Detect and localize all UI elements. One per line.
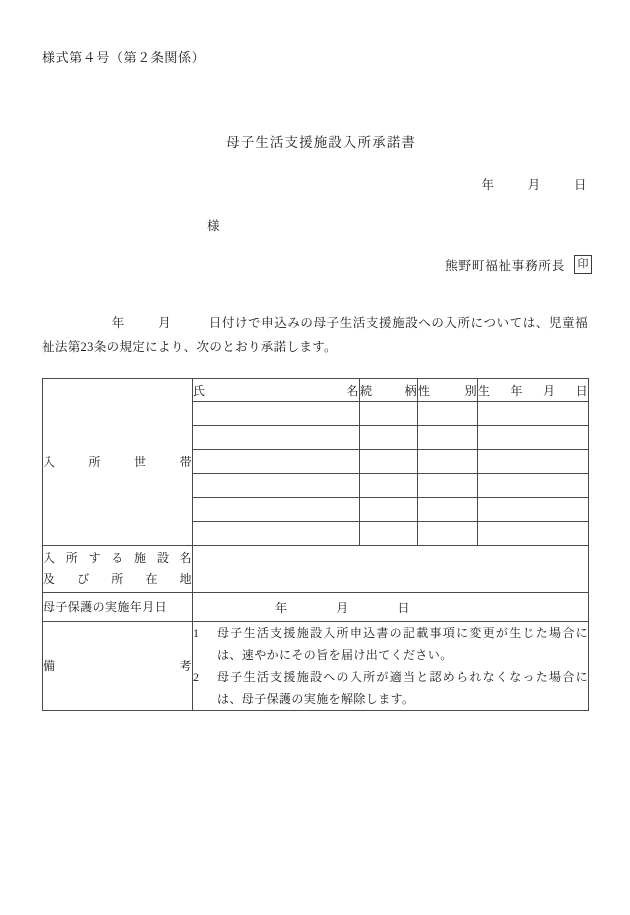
column-header-sex bbox=[418, 379, 478, 402]
issue-date-year: 年 bbox=[481, 178, 495, 192]
cell-name[interactable] bbox=[193, 522, 360, 546]
remark-text-2: 母子生活支援施設への入所が適当と認められなくなった場合には、母子保護の実施を解除します。 bbox=[217, 670, 588, 706]
issue-date-day: 日 bbox=[573, 178, 587, 192]
facility-row bbox=[43, 546, 589, 593]
column-header-birthdate-text: 生年月日 bbox=[478, 383, 588, 398]
household-label: 入所世帯 bbox=[43, 454, 192, 469]
body-paragraph bbox=[42, 311, 588, 359]
issue-date-line bbox=[481, 175, 587, 193]
cell-name[interactable] bbox=[193, 498, 360, 522]
facility-value-cell[interactable] bbox=[193, 546, 589, 593]
cell-relation[interactable] bbox=[360, 498, 418, 522]
implementation-day: 日 bbox=[397, 600, 410, 615]
form-number: 様式第４号（第２条関係） bbox=[42, 50, 206, 65]
list-item bbox=[193, 666, 588, 710]
column-header-name bbox=[193, 379, 360, 402]
page-title bbox=[0, 131, 630, 151]
addressee-honorific: 様 bbox=[207, 219, 221, 233]
remarks-row bbox=[43, 622, 589, 711]
cell-name[interactable] bbox=[193, 450, 360, 474]
facility-label-line2: 及び所在地 bbox=[43, 572, 192, 586]
cell-relation[interactable] bbox=[360, 474, 418, 498]
implementation-year: 年 bbox=[275, 600, 288, 615]
implementation-date-row bbox=[43, 593, 589, 622]
remark-number-1: 1 bbox=[193, 626, 200, 640]
remark-number-2: 2 bbox=[193, 670, 200, 684]
cell-relation[interactable] bbox=[360, 402, 418, 426]
column-header-birthdate bbox=[478, 379, 589, 402]
facility-label-cell bbox=[43, 546, 193, 593]
implementation-date-inner bbox=[275, 599, 506, 616]
cell-name[interactable] bbox=[193, 402, 360, 426]
implementation-date-label: 母子保護の実施年月日 bbox=[43, 599, 168, 614]
column-header-relation-text: 続柄 bbox=[360, 383, 417, 398]
remarks-label: 備考 bbox=[43, 658, 192, 673]
cell-relation[interactable] bbox=[360, 450, 418, 474]
cell-relation[interactable] bbox=[360, 426, 418, 450]
cell-name[interactable] bbox=[193, 474, 360, 498]
cell-birthdate[interactable] bbox=[478, 402, 589, 426]
body-date-year: 年 bbox=[111, 316, 125, 330]
facility-label-line1: 入所する施設名 bbox=[43, 551, 192, 565]
issuer-block bbox=[445, 255, 592, 274]
cell-birthdate[interactable] bbox=[478, 498, 589, 522]
column-header-relation bbox=[360, 379, 418, 402]
column-header-name-text: 氏名 bbox=[193, 383, 359, 398]
cell-sex[interactable] bbox=[418, 474, 478, 498]
body-sentence: 日付けで申込みの母子生活支援施設への入所については、児童福祉法第23条の規定により、次のとおり承諾します。 bbox=[42, 316, 588, 354]
cell-relation[interactable] bbox=[360, 522, 418, 546]
cell-name[interactable] bbox=[193, 426, 360, 450]
admission-form-table bbox=[42, 378, 589, 711]
column-header-sex-text: 性別 bbox=[418, 383, 477, 398]
cell-birthdate[interactable] bbox=[478, 426, 589, 450]
list-item bbox=[193, 622, 588, 666]
issue-date-month: 月 bbox=[527, 178, 541, 192]
household-header-row bbox=[43, 379, 589, 402]
remarks-content-cell bbox=[193, 622, 589, 711]
cell-sex[interactable] bbox=[418, 498, 478, 522]
body-date-month: 月 bbox=[158, 316, 172, 330]
cell-sex[interactable] bbox=[418, 426, 478, 450]
cell-sex[interactable] bbox=[418, 450, 478, 474]
cell-sex[interactable] bbox=[418, 402, 478, 426]
issuer-name: 熊野町福祉事務所長 bbox=[445, 258, 565, 273]
seal-stamp-box: 印 bbox=[574, 255, 592, 274]
household-label-cell bbox=[43, 379, 193, 546]
remarks-label-cell bbox=[43, 622, 193, 711]
remark-text-1: 母子生活支援施設入所申込書の記載事項に変更が生じた場合には、速やかにその旨を届け出てください。 bbox=[217, 626, 588, 662]
cell-birthdate[interactable] bbox=[478, 474, 589, 498]
implementation-date-value-cell[interactable] bbox=[193, 593, 589, 622]
implementation-date-label-cell bbox=[43, 593, 193, 622]
cell-sex[interactable] bbox=[418, 522, 478, 546]
cell-birthdate[interactable] bbox=[478, 522, 589, 546]
cell-birthdate[interactable] bbox=[478, 450, 589, 474]
page-title-text: 母子生活支援施設入所承諾書 bbox=[226, 135, 416, 150]
implementation-month: 月 bbox=[336, 600, 349, 615]
